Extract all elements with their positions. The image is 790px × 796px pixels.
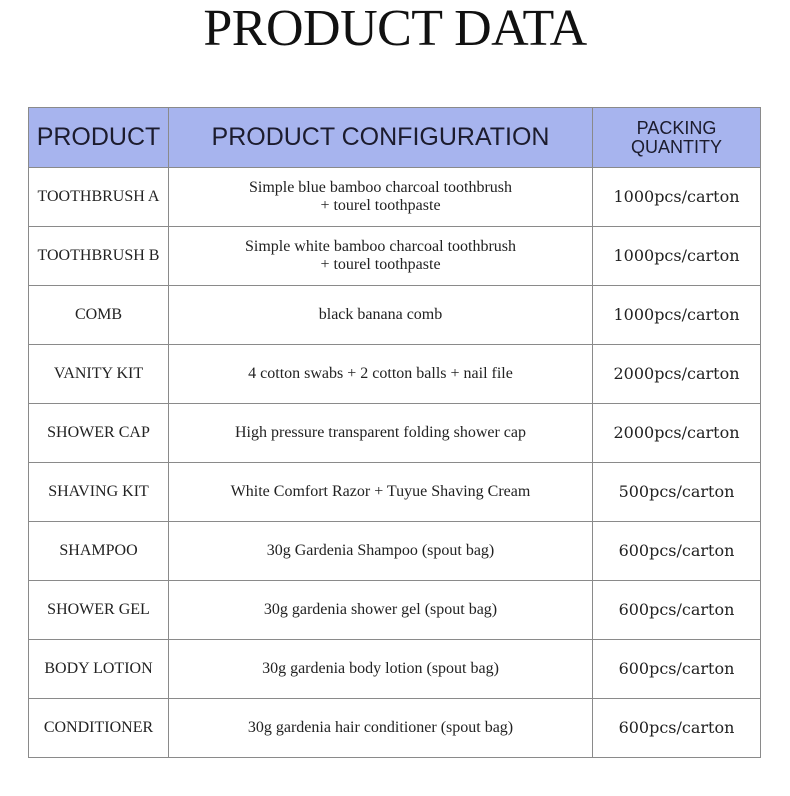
header-product: PRODUCT <box>29 108 169 168</box>
cell-configuration: High pressure transparent folding shower cap <box>169 404 593 463</box>
cell-product: COMB <box>29 286 169 345</box>
cell-product: SHOWER CAP <box>29 404 169 463</box>
cell-configuration: 30g gardenia body lotion (spout bag) <box>169 640 593 699</box>
config-line1: Simple white bamboo charcoal toothbrush <box>244 238 517 255</box>
cell-configuration: 30g gardenia shower gel (spout bag) <box>169 581 593 640</box>
table-row <box>29 404 761 463</box>
cell-configuration: black banana comb <box>169 286 593 345</box>
config-line2: + tourel toothpaste <box>320 256 441 273</box>
header-packing-line2: QUANTITY <box>630 136 722 157</box>
cell-configuration <box>169 227 593 286</box>
cell-packing: 1000pcs/carton <box>593 168 761 227</box>
header-product-configuration: PRODUCT CONFIGURATION <box>169 108 593 168</box>
table-row <box>29 640 761 699</box>
cell-configuration <box>169 168 593 227</box>
cell-product: VANITY KIT <box>29 345 169 404</box>
cell-packing: 2000pcs/carton <box>593 345 761 404</box>
page-title: PRODUCT DATA <box>203 0 587 57</box>
cell-configuration: White Comfort Razor + Tuyue Shaving Cream <box>169 463 593 522</box>
cell-configuration: 4 cotton swabs + 2 cotton balls + nail file <box>169 345 593 404</box>
table-row <box>29 699 761 758</box>
cell-product: SHAVING KIT <box>29 463 169 522</box>
table-row <box>29 345 761 404</box>
cell-product: TOOTHBRUSH B <box>29 227 169 286</box>
config-line2: + tourel toothpaste <box>320 197 441 214</box>
table-row <box>29 227 761 286</box>
cell-packing: 600pcs/carton <box>593 640 761 699</box>
cell-packing: 600pcs/carton <box>593 522 761 581</box>
table-row <box>29 581 761 640</box>
header-packing-quantity <box>593 108 761 168</box>
product-data-table <box>28 107 761 758</box>
cell-product: TOOTHBRUSH A <box>29 168 169 227</box>
cell-packing: 1000pcs/carton <box>593 286 761 345</box>
cell-product: SHAMPOO <box>29 522 169 581</box>
cell-packing: 600pcs/carton <box>593 581 761 640</box>
cell-product: BODY LOTION <box>29 640 169 699</box>
cell-packing: 2000pcs/carton <box>593 404 761 463</box>
table-row <box>29 286 761 345</box>
table-row <box>29 463 761 522</box>
cell-product: SHOWER GEL <box>29 581 169 640</box>
table-header-row <box>29 108 761 168</box>
table-row <box>29 168 761 227</box>
cell-configuration: 30g gardenia hair conditioner (spout bag) <box>169 699 593 758</box>
header-packing-line1: PACKING <box>636 117 717 138</box>
config-line1: Simple blue bamboo charcoal toothbrush <box>248 179 513 196</box>
cell-packing: 500pcs/carton <box>593 463 761 522</box>
table-row <box>29 522 761 581</box>
cell-configuration: 30g Gardenia Shampoo (spout bag) <box>169 522 593 581</box>
cell-packing: 600pcs/carton <box>593 699 761 758</box>
cell-product: CONDITIONER <box>29 699 169 758</box>
cell-packing: 1000pcs/carton <box>593 227 761 286</box>
